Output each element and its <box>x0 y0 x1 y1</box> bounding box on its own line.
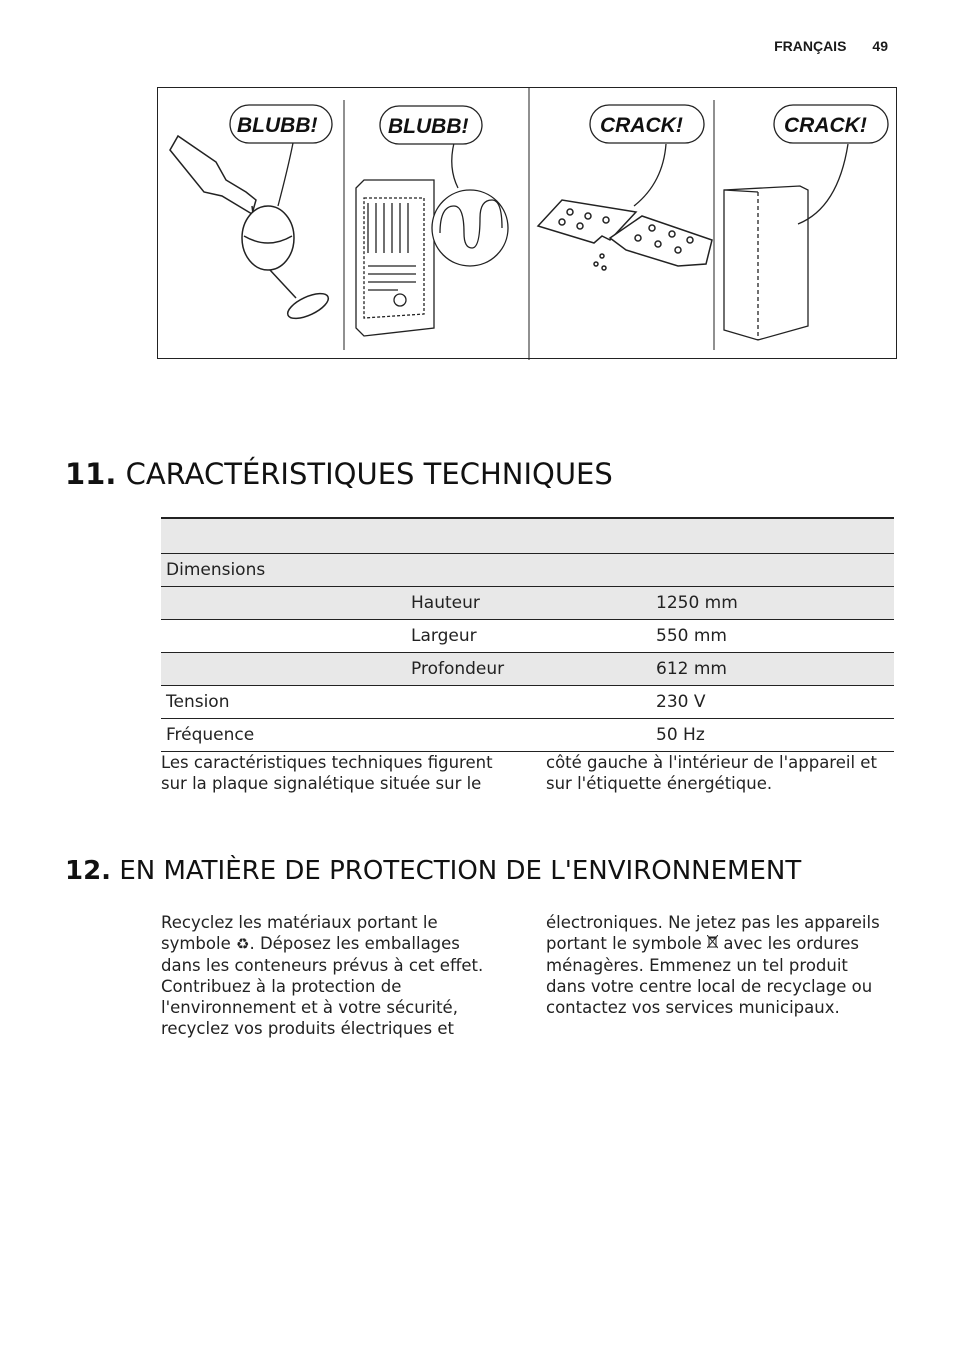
page-header <box>774 38 888 54</box>
section-12-heading: EN MATIÈRE DE PROTECTION DE L'ENVIRONNEMENT <box>119 856 802 886</box>
table-row <box>161 686 894 719</box>
table-row <box>161 620 894 653</box>
row-value: 612 mm <box>651 653 894 686</box>
environment-column-1: Recyclez les matériaux portant le symbole ♻. Déposez les emballages dans les conteneurs prévus à cet effet. Contribuez à la protection de l'environnement et à votre sécurité, recyclez vos produits électriques et <box>161 913 484 1038</box>
bubble-3-text: CRACK! <box>600 114 683 137</box>
table-row <box>161 653 894 686</box>
row-sub-label: Hauteur <box>406 587 651 620</box>
recycle-icon: ♻ <box>236 935 250 953</box>
note-column-2: côté gauche à l'intérieur de l'appareil et sur l'étiquette énergétique. <box>546 753 877 793</box>
environment-text <box>161 912 894 1039</box>
table-row <box>161 719 894 752</box>
bubble-1-text: BLUBB! <box>237 114 318 137</box>
row-value: 230 V <box>651 686 894 719</box>
header-language: FRANÇAIS <box>774 38 847 54</box>
ice-tray-drawing <box>538 200 712 270</box>
noise-illustration <box>157 87 897 359</box>
row-value: 1250 mm <box>651 587 894 620</box>
bubble-2-text: BLUBB! <box>388 115 469 138</box>
bubble-1 <box>230 105 332 143</box>
row-value: 550 mm <box>651 620 894 653</box>
row-label: Tension <box>161 686 406 719</box>
section-12-number: 12. <box>65 856 112 886</box>
table-header-row <box>161 518 894 554</box>
bubble-2 <box>380 106 482 144</box>
environment-column-2: électroniques. Ne jetez pas les appareils portant le symbole avec les ordures ménagères. Emmenez un tel produit dans votre centre local de recyclage ou contactez vos services municipaux. <box>546 913 880 1017</box>
row-label: Fréquence <box>161 719 406 752</box>
fridge-back-drawing <box>356 180 508 336</box>
note-column-1: Les caractéristiques techniques figurent sur la plaque signalétique située sur le <box>161 753 493 793</box>
page-number: 49 <box>872 38 888 54</box>
bottle-glass-drawing <box>170 136 332 323</box>
row-sub-label: Profondeur <box>406 653 651 686</box>
section-11-heading: CARACTÉRISTIQUES TECHNIQUES <box>125 457 613 491</box>
specs-table <box>161 517 894 752</box>
table-row <box>161 554 894 587</box>
bubble-3 <box>590 105 704 143</box>
section-11-title <box>65 457 613 491</box>
crossed-bin-icon <box>707 934 718 955</box>
bubble-4 <box>774 105 888 143</box>
row-sub-label: Largeur <box>406 620 651 653</box>
fridge-front-drawing <box>724 186 808 340</box>
dimensions-label: Dimensions <box>161 554 406 587</box>
noise-illustration-drawing <box>158 88 898 360</box>
specs-note <box>161 752 894 794</box>
bubble-4-text: CRACK! <box>784 114 867 137</box>
row-value: 50 Hz <box>651 719 894 752</box>
section-11-number: 11. <box>65 457 117 491</box>
table-row <box>161 587 894 620</box>
section-12-title <box>65 856 801 886</box>
